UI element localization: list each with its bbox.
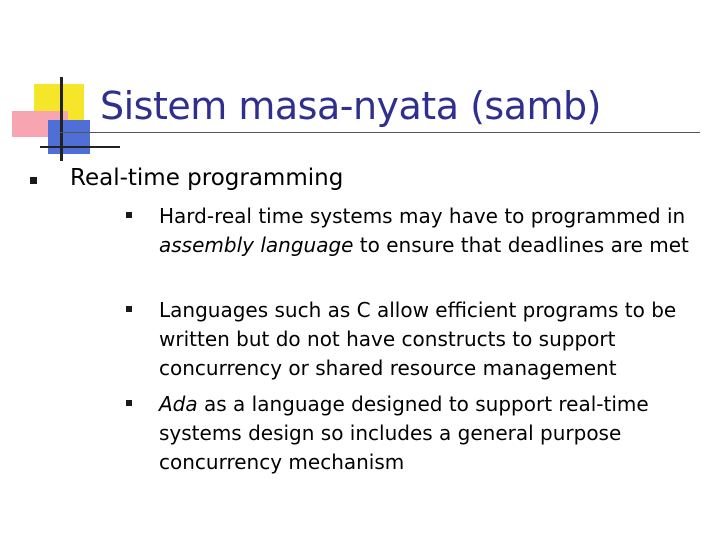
text-segment: as a language designed to support real-time systems design so includes a general purpose concurrency mechanism <box>159 392 649 474</box>
blue-square <box>48 120 90 154</box>
emphasized-text: assembly language <box>159 233 354 257</box>
text-segment: to ensure that deadlines are met <box>353 233 689 257</box>
text-segment: Hard-real time systems may have to programmed in <box>159 204 686 228</box>
text-segment: Languages such as C allow efficient programs to be written but do not have constructs to support concurrency or shared resource management <box>159 298 677 380</box>
sub-bullet-text <box>159 296 699 383</box>
bullet-heading: Real-time programming <box>70 165 344 191</box>
sub-bullet-text <box>159 390 699 477</box>
sub-bullet-square-icon <box>126 306 132 312</box>
vertical-rule <box>60 77 63 161</box>
title-underline <box>60 132 700 133</box>
slide-title: Sistem masa-nyata (samb) <box>100 84 601 128</box>
sub-bullet-text <box>159 202 699 260</box>
sub-bullet-square-icon <box>126 212 132 218</box>
sub-bullet-square-icon <box>126 400 132 406</box>
emphasized-text: Ada <box>159 392 198 416</box>
bullet-square-icon <box>30 177 37 184</box>
short-horizontal-rule <box>40 146 120 148</box>
